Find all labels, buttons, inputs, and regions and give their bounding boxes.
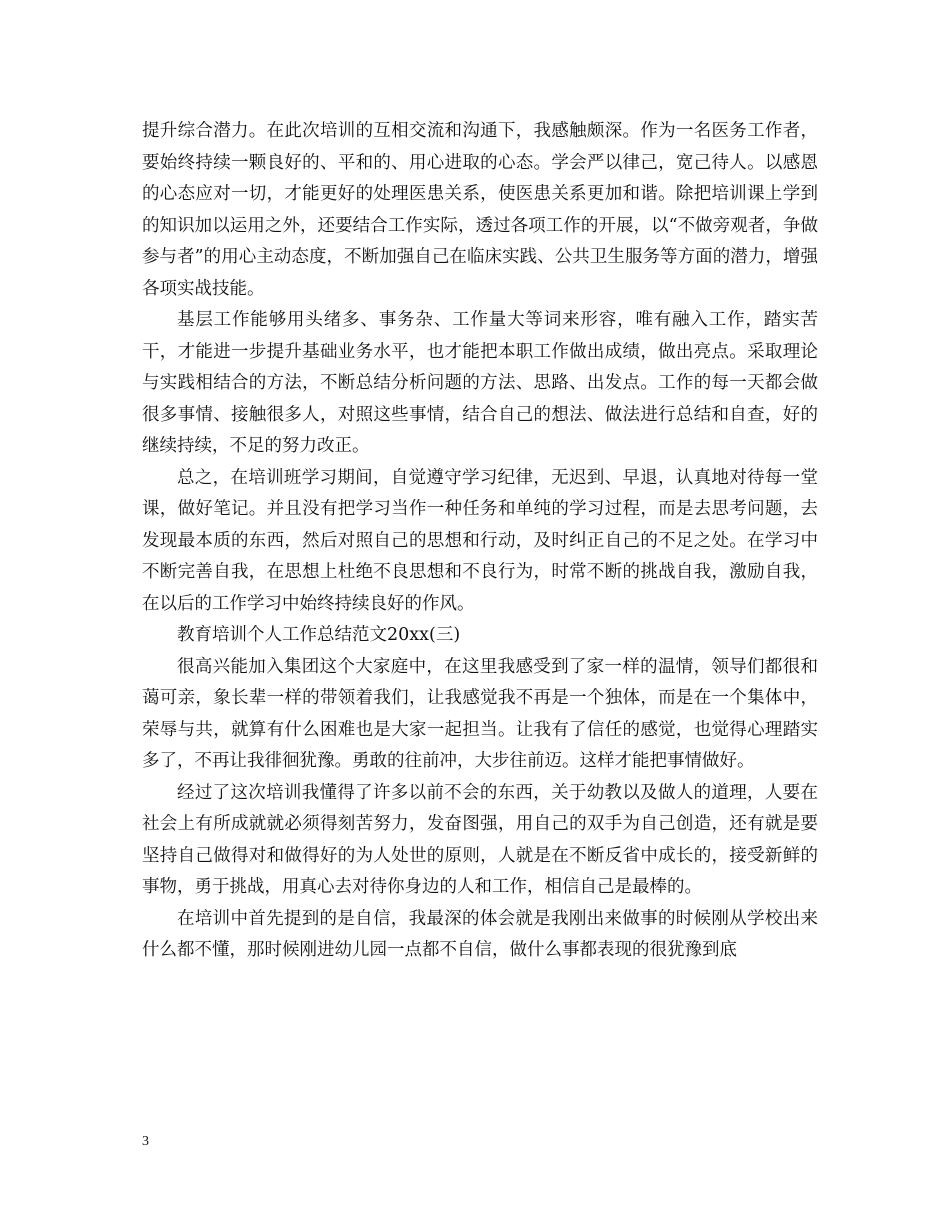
- page-body: [142, 116, 818, 967]
- paragraph: 经过了这次培训我懂得了许多以前不会的东西，关于幼教以及做人的道理，人要在社会上有所成就就必须得刻苦努力，发奋图强，用自己的双手为自己创造，还有就是要坚持自己做得对和做得好的为人处世的原则，人就是在不断反省中成长的，接受新鲜的事物，勇于挑战，用真心去对待你身边的人和工作，相信自己是最棒的。: [142, 782, 818, 897]
- paragraph: 总之，在培训班学习期间，自觉遵守学习纪律，无迟到、早退，认真地对待每一堂课，做好笔记。并且没有把学习当作一种任务和单纯的学习过程，而是去思考问题，去发现最本质的东西，然后对照自己的思想和行动，及时纠正自己的不足之处。在学习中不断完善自我，在思想上杜绝不良思想和不良行为，时常不断的挑战自我，激励自我，在以后的工作学习中始终持续良好的作风。: [142, 467, 818, 614]
- paragraph: 在培训中首先提到的是自信，我最深的体会就是我刚出来做事的时候刚从学校出来什么都不懂，那时候刚进幼儿园一点都不自信，做什么事都表现的很犹豫到底: [142, 908, 818, 960]
- paragraph: 基层工作能够用头绪多、事务杂、工作量大等词来形容，唯有融入工作，踏实苦干，才能进一步提升基础业务水平，也才能把本职工作做出成绩，做出亮点。采取理论与实践相结合的方法，不断总结分析问题的方法、思路、出发点。工作的每一天都会做很多事情、接触很多人，对照这些事情，结合自己的想法、做法进行总结和自查，好的继续持续，不足的努力改正。: [142, 310, 818, 456]
- page-number: 3: [142, 1134, 149, 1149]
- paragraph-continuation: 提升综合潜力。在此次培训的互相交流和沟通下，我感触颇深。作为一名医务工作者，要始终持续一颗良好的、平和的、用心进取的心态。学会严以律己，宽己待人。以感恩的心态应对一切，才能更好的处理医患关系，使医患关系更加和谐。除把培训课上学到的知识加以运用之外，还要结合工作实际，透过各项工作的开展，以“不做旁观者，争做参与者”的用心主动态度，不断加强自己在临床实践、公共卫生服务等方面的潜力，增强各项实战技能。: [142, 121, 818, 299]
- paragraph: 很高兴能加入集团这个大家庭中，在这里我感受到了家一样的温情，领导们都很和蔼可亲，象长辈一样的带领着我们，让我感觉我不再是一个独体，而是在一个集体中，荣辱与共，就算有什么困难也是大家一起担当。让我有了信任的感觉，也觉得心理踏实多了，不再让我徘徊犹豫。勇敢的往前冲，大步往前迈。这样才能把事情做好。: [142, 656, 818, 771]
- section-heading: 教育培训个人工作总结范文20xx(三): [177, 625, 461, 645]
